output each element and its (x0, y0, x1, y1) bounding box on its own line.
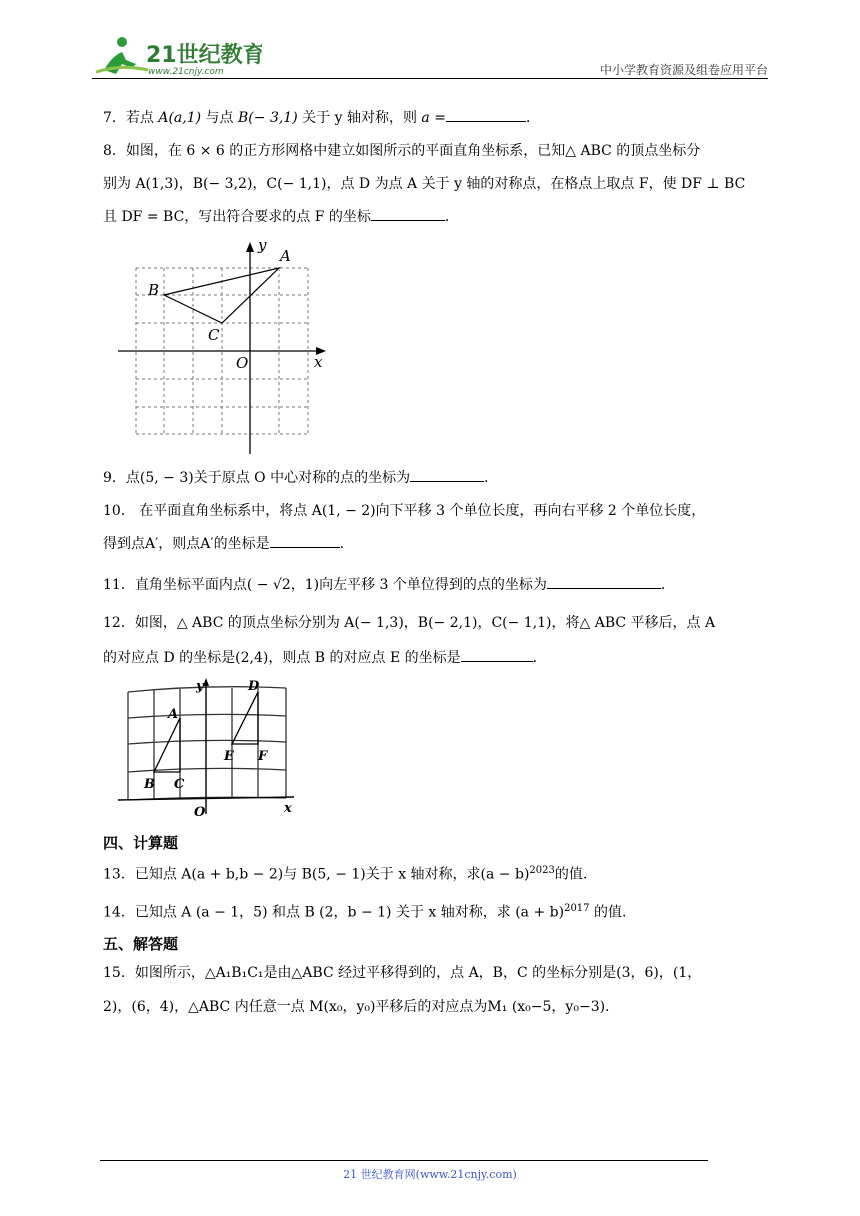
footer-text: 21 世纪教育网(www.21cnjy.com) (343, 1168, 517, 1181)
question-10-line2: 得到点A′，则点A′的坐标是 ． (103, 533, 763, 555)
label-x: x (284, 801, 292, 816)
label-B: B (148, 281, 160, 299)
question-15-line2: 2)，(6，4)，△ABC 内任意一点 M(x₀，y₀)平移后的对应点为M₁ (x₀−5，y₀−3). (103, 999, 610, 1015)
figure-coordinate-grid-2 (118, 676, 302, 820)
figure-coordinate-grid-1 (112, 236, 334, 460)
label-O: O (236, 354, 249, 372)
label-C: C (208, 326, 220, 344)
logo-main-text: 21世纪教育 (146, 43, 262, 68)
section-heading-calculation: 四、计算题 (103, 834, 179, 852)
question-11: 11．直角坐标平面内点( − √2，1)向左平移 3 个单位得到的点的坐标为 ． (103, 574, 763, 596)
triangle-def (232, 692, 258, 744)
triangle-abc (154, 718, 180, 772)
label-O: O (194, 805, 206, 820)
answer-blank (461, 647, 533, 662)
answer-blank (547, 574, 661, 589)
site-logo (92, 34, 262, 78)
header-platform-text: 中小学教育资源及组卷应用平台 (599, 63, 768, 77)
answer-blank (446, 107, 526, 122)
logo-url-text: www.21cnjy.com (148, 67, 224, 77)
question-8-line2: 别为 A(1,3)，B(− 3,2)，C(− 1,1)，点 D 为点 A 关于 y 轴的对称点，在格点上取点 F，使 DF ⊥ BC (103, 176, 746, 192)
question-7: 7．若点 A(a,1) 与点 B(− 3,1) 关于 y 轴对称，则 a = ． (103, 107, 763, 129)
answer-blank (410, 467, 484, 482)
label-E: E (224, 749, 234, 764)
label-F: F (258, 749, 268, 764)
question-14: 14．已知点 A (a − 1，5) 和点 B (2，b − 1) 关于 x 轴对称，求 $(a + b)^{2017}$ 的值. (103, 903, 627, 921)
answer-blank (270, 533, 340, 548)
question-15-line1: 15．如图所示，△A₁B₁C₁是由△ABC 经过平移得到的，点 A，B，C 的坐标分别是(3，6)，(1， (103, 965, 702, 981)
label-y: y (258, 236, 267, 254)
question-12-line1: 12．如图，△ ABC 的顶点坐标分别为 A(− 1,3)，B(− 2,1)，C(− 1,1)，将△ ABC 平移后，点 A (103, 615, 716, 631)
label-D: D (248, 679, 260, 694)
question-12-line2: 的对应点 D 的坐标是(2,4)，则点 B 的对应点 E 的坐标是 ． (103, 647, 763, 669)
label-A: A (280, 247, 291, 265)
label-y: y (196, 679, 204, 694)
footer-divider (100, 1160, 708, 1161)
question-9: 9．点(5, − 3)关于原点 O 中心对称的点的坐标为 ． (103, 467, 763, 489)
question-8-line3: 且 DF = BC，写出符合要求的点 F 的坐标 ． (103, 206, 763, 228)
label-C: C (174, 777, 185, 792)
label-A: A (168, 707, 179, 722)
section-heading-answer: 五、解答题 (103, 935, 179, 953)
answer-blank (371, 206, 445, 221)
label-B: B (144, 777, 155, 792)
header-divider (92, 78, 768, 79)
question-8-line1: 8．如图，在 6 × 6 的正方形网格中建立如图所示的平面直角坐标系，已知△ ABC 的顶点坐标分 (103, 143, 701, 159)
label-x: x (314, 353, 323, 371)
question-13: 13．已知点 A(a + b,b − 2)与 B(5, − 1)关于 x 轴对称，求$(a - b)^{2023}$的值. (103, 865, 588, 883)
question-10-line1: 10． 在平面直角坐标系中，将点 A(1, − 2)向下平移 3 个单位长度，再向右平移 2 个单位长度， (103, 503, 706, 519)
